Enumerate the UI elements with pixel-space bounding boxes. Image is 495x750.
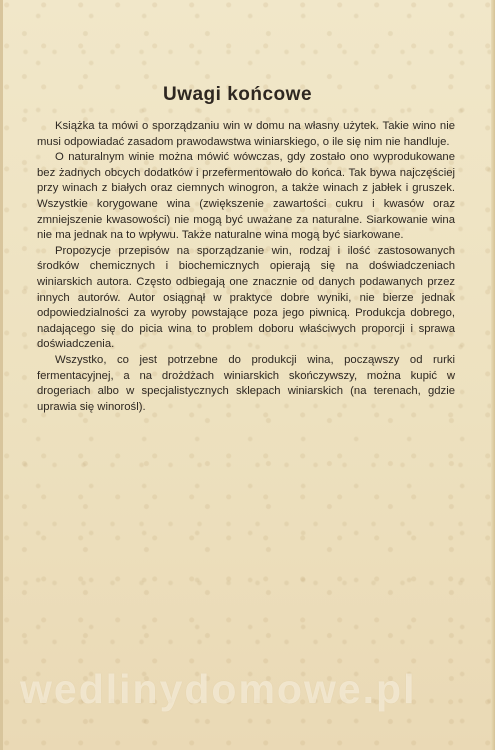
- page-edge-left: [0, 0, 3, 750]
- watermark: wedlinydomowe.pl: [20, 666, 417, 712]
- page-title: Uwagi końcowe: [162, 84, 313, 105]
- paragraph-3: Propozycje przepisów na sporządzanie win, rodzaj i ilość zastosowanych środków chemicznych i biochemicznych opierają się na doświadczeniach winiarskich autora. Często odbiegają one znacznie od danych podawanych przez innych autorów. Autor osiągnął w praktyce dobre wyniki, nie bierze jednak odpowiedzialności za wyroby powstające poza jego piwnicą. Produkcja dobrego, nadającego się do picia wina to problem doboru właściwych proporcji i sprawa doświadczenia.: [37, 244, 455, 351]
- paragraph-1: Książka ta mówi o sporządzaniu win w domu na własny użytek. Takie wino nie musi odpowiadać zasadom prawodawstwa winiarskiego, o ile się nim nie handluje.: [37, 120, 455, 148]
- page-edge-right: [491, 0, 495, 750]
- paragraph-4: Wszystko, co jest potrzebne do produkcji wina, począwszy od rurki fermentacyjnej, a na drożdżach winiarskich skończywszy, można kupić w drogeriach albo w specjalistycznych sklepach winiarskich (na terenach, gdzie uprawia się winorośl).: [37, 353, 455, 413]
- body-text: [37, 119, 455, 415]
- paragraph-2: O naturalnym winie można mówić wówczas, gdy zostało ono wyprodukowane bez żadnych obcych dodatków i przefermentowało do końca. Tak bywa najczęściej przy winach z białych oraz ciemnych winogron, a także winach z jabłek i gruszek. Wszystkie korygowane wina (zwiększenie zawartości cukru i kwasów oraz zmniejszenie kwasowości) nie mogą być uważane za naturalne. Siarkowanie wina nie ma jednak na to wpływu. Także naturalne wina mogą być siarkowane.: [37, 151, 455, 242]
